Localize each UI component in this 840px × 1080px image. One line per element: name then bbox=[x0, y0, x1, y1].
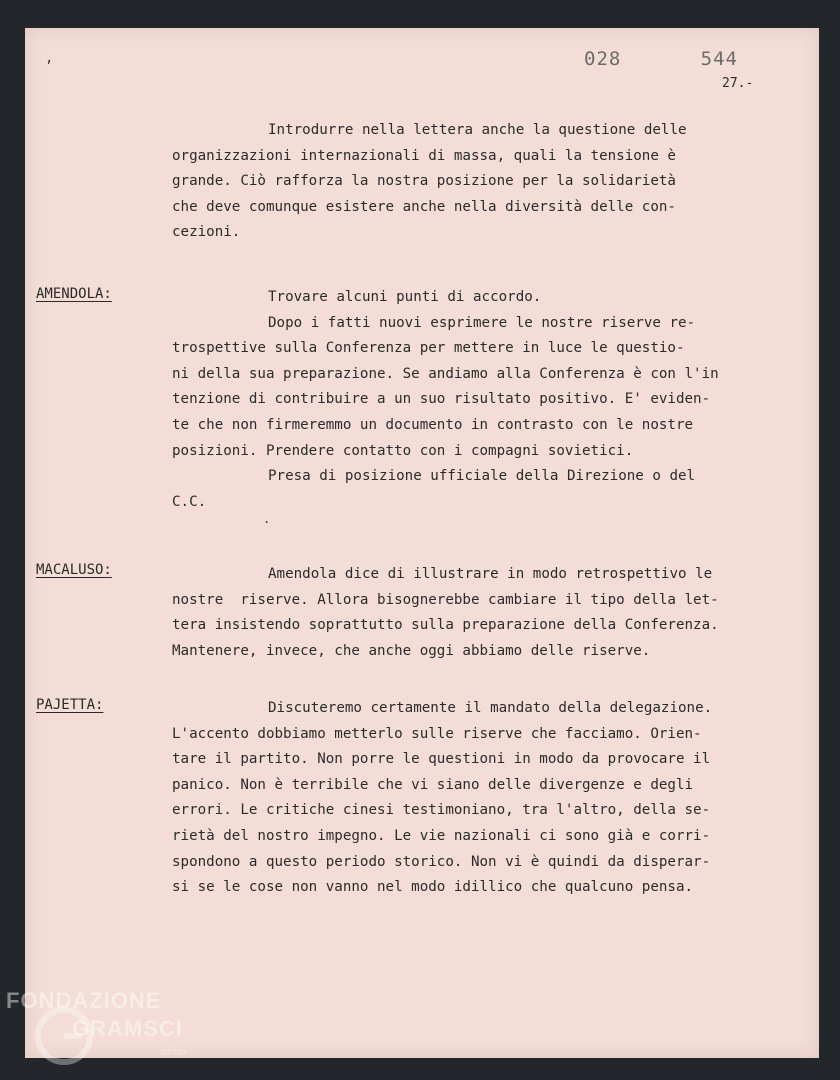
stray-mark: . bbox=[263, 512, 271, 526]
pajetta-paragraph bbox=[172, 696, 792, 901]
text-line: posizioni. Prendere contatto con i compagni sovietici. bbox=[172, 442, 634, 459]
text-line: che deve comunque esistere anche nella diversità delle con- bbox=[172, 198, 676, 215]
text-line: tera insistendo soprattutto sulla preparazione della Conferenza. bbox=[172, 617, 719, 634]
speaker-macaluso: MACALUSO: bbox=[36, 562, 112, 578]
watermark-line-3: onlus bbox=[162, 1046, 189, 1056]
macaluso-paragraph bbox=[172, 562, 792, 664]
text-line: ni della sua preparazione. Se andiamo alla Conferenza è con l'in bbox=[172, 365, 719, 382]
text-line: Amendola dice di illustrare in modo retrospettivo le bbox=[268, 566, 713, 582]
text-line: rietà del nostro impegno. Le vie nazionali ci sono già e corri- bbox=[172, 827, 711, 844]
text-line: Presa di posizione ufficiale della Direzione o del bbox=[268, 468, 696, 485]
text-line: trospettive sulla Conferenza per mettere in luce le questio- bbox=[172, 340, 685, 357]
text-line: spondono a questo periodo storico. Non vi è quindi da disperar- bbox=[172, 853, 711, 870]
text-line: Trovare alcuni punti di accordo. bbox=[268, 289, 542, 305]
amendola-paragraph bbox=[172, 285, 792, 515]
speaker-pajetta: PAJETTA: bbox=[36, 697, 104, 713]
archive-serial-number: 028 544 bbox=[584, 48, 738, 70]
text-line: panico. Non è terribile che vi siano delle divergenze e degli bbox=[172, 776, 694, 793]
text-line: si se le cose non vanno nel modo idillico che qualcuno pensa. bbox=[172, 879, 694, 896]
text-line: cezioni. bbox=[172, 224, 241, 241]
text-line: Introdurre nella lettera anche la questione delle bbox=[268, 122, 687, 138]
fondazione-gramsci-watermark bbox=[4, 988, 214, 1068]
text-line: tare il partito. Non porre le questioni in modo da provocare il bbox=[172, 751, 711, 768]
text-line: C.C. bbox=[172, 493, 207, 510]
text-line: L'accento dobbiamo metterlo sulle riserve che facciamo. Orien- bbox=[172, 725, 702, 742]
text-line: Dopo i fatti nuovi esprimere le nostre riserve re- bbox=[268, 314, 696, 331]
watermark-line-1: FONDAZIONE bbox=[6, 988, 162, 1013]
text-line: Mantenere, invece, che anche oggi abbiamo delle riserve. bbox=[172, 642, 651, 659]
page-number: 27.- bbox=[722, 76, 754, 91]
text-line: te che non firmeremmo un documento in contrasto con le nostre bbox=[172, 416, 694, 433]
text-line: grande. Ciò rafforza la nostra posizione per la solidarietà bbox=[172, 173, 676, 190]
text-line: nostre riserve. Allora bisognerebbe cambiare il tipo della let- bbox=[172, 591, 719, 608]
text-line: Discuteremo certamente il mandato della delegazione. bbox=[268, 700, 713, 716]
text-line: errori. Le critiche cinesi testimoniano, tra l'altro, della se- bbox=[172, 802, 711, 819]
text-line: tenzione di contribuire a un suo risultato positivo. E' eviden- bbox=[172, 391, 711, 408]
margin-mark: , bbox=[45, 50, 54, 66]
speaker-amendola: AMENDOLA: bbox=[36, 286, 112, 302]
text-line: organizzazioni internazionali di massa, quali la tensione è bbox=[172, 147, 676, 164]
watermark-line-2: GRAMSCI bbox=[72, 1016, 183, 1041]
intro-paragraph bbox=[172, 118, 792, 246]
